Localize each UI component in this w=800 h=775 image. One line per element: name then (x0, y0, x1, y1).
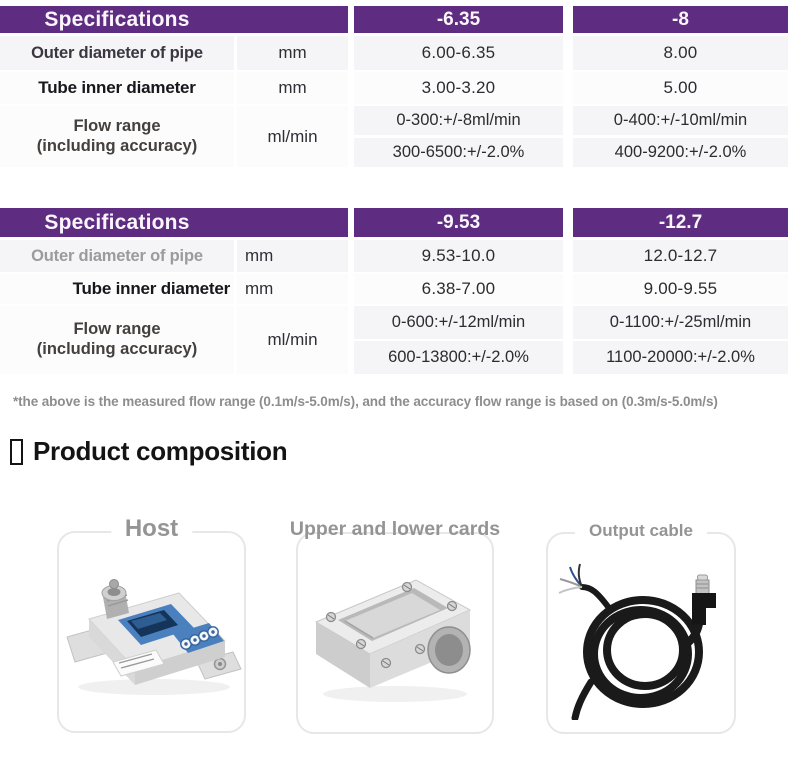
card-output-cable-title: Output cable (575, 521, 707, 541)
missing-glyph-icon (10, 439, 23, 465)
product-composition-heading (10, 436, 287, 467)
flow-range-label-line1: Flow range (73, 116, 161, 135)
table2-header-title: Specifications (0, 208, 348, 237)
table2-flow-col2-range: 1100-20000:+/-2.0% (573, 341, 788, 374)
table2-row-outer-diameter-value-2: 12.0-12.7 (573, 240, 788, 272)
table1-row-inner-diameter-label: Tube inner diameter (0, 72, 234, 104)
table2-row-inner-diameter-unit: mm (237, 274, 348, 304)
flow-range-footnote: *the above is the measured flow range (0.1m/s-5.0m/s), and the accuracy flow range is based on (0.3m/s-5.0m/s) (13, 394, 718, 409)
table2-row-outer-diameter-unit: mm (237, 240, 348, 272)
table2-flow-col2-accuracy: 0-1100:+/-25ml/min (573, 306, 788, 339)
table1-header-col-6.35: -6.35 (354, 6, 563, 33)
card-host (57, 515, 246, 733)
section-heading-text: Product composition (33, 436, 288, 466)
table1-flow-range-unit: ml/min (237, 106, 348, 167)
table2-row-inner-diameter-value-1: 6.38-7.00 (354, 274, 563, 304)
table2-row-outer-diameter-value-1: 9.53-10.0 (354, 240, 563, 272)
table2-header-col-9.53: -9.53 (354, 208, 563, 237)
card-upper-lower-cards-title: Upper and lower cards (289, 518, 501, 540)
table1-flow-range-label (0, 106, 234, 167)
table1-row-inner-diameter-value-1: 3.00-3.20 (354, 72, 563, 104)
flow-range-label-line1: Flow range (73, 320, 161, 339)
flow-range-label-line2: (including accuracy) (36, 136, 198, 155)
table2-row-inner-diameter-value-2: 9.00-9.55 (573, 274, 788, 304)
card-host-title: Host (111, 515, 192, 543)
card-upper-lower-cards (289, 518, 501, 734)
table1-row-outer-diameter-value-1: 6.00-6.35 (354, 36, 563, 70)
table1-row-outer-diameter-unit: mm (237, 36, 348, 70)
flow-meter-host-device-photo (59, 559, 245, 709)
table1-row-outer-diameter-value-2: 8.00 (573, 36, 788, 70)
table2-row-inner-diameter-label: Tube inner diameter (0, 274, 234, 304)
spec-table-2 (0, 208, 788, 374)
table1-header-title: Specifications (0, 6, 348, 33)
card-output-cable (546, 521, 736, 734)
table2-row-outer-diameter-label: Outer diameter of pipe (0, 240, 234, 272)
spec-table-1 (0, 6, 788, 167)
table2-flow-col1-accuracy: 0-600:+/-12ml/min (354, 306, 563, 339)
table1-header-col-8: -8 (573, 6, 788, 33)
flow-range-label-line2: (including accuracy) (36, 340, 198, 358)
table1-flow-col2-accuracy: 0-400:+/-10ml/min (573, 106, 788, 135)
coiled-output-cable-photo (551, 560, 731, 720)
table1-row-inner-diameter-unit: mm (237, 72, 348, 104)
table1-flow-col1-accuracy: 0-300:+/-8ml/min (354, 106, 563, 135)
table1-row-outer-diameter-label: Outer diameter of pipe (0, 36, 234, 70)
table2-flow-range-unit: ml/min (237, 306, 348, 374)
aluminum-clamp-block-photo (298, 560, 492, 710)
table1-flow-col2-range: 400-9200:+/-2.0% (573, 138, 788, 167)
table1-flow-col1-range: 300-6500:+/-2.0% (354, 138, 563, 167)
table1-row-inner-diameter-value-2: 5.00 (573, 72, 788, 104)
table2-header-col-12.7: -12.7 (573, 208, 788, 237)
table2-flow-col1-range: 600-13800:+/-2.0% (354, 341, 563, 374)
table2-flow-range-label (0, 306, 234, 374)
